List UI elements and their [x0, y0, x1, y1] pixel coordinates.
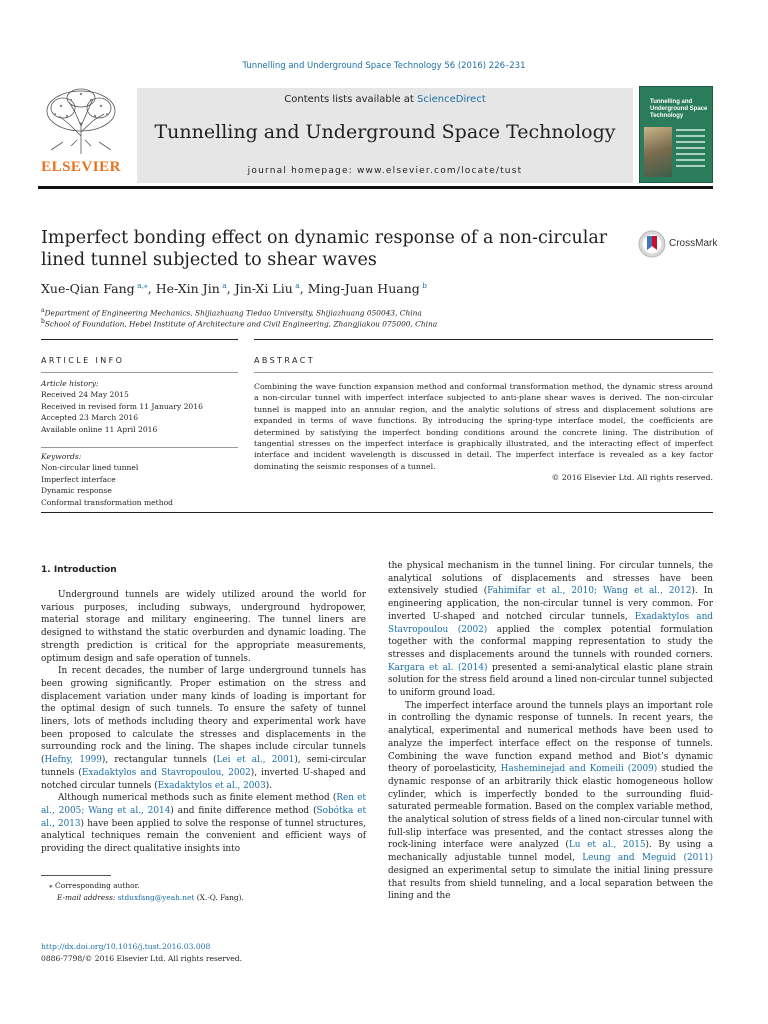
- citation-link[interactable]: Exadaktylos et al., 2003: [157, 780, 266, 791]
- contents-prefix: Contents lists available at: [284, 94, 418, 105]
- body-column-right: [388, 560, 713, 903]
- keywords: [41, 451, 241, 508]
- citation-link[interactable]: Ren et al., 2005; Wang et al., 2014: [41, 793, 366, 816]
- cover-title: Tunnelling and Underground Space Technology: [650, 99, 708, 119]
- article-title: Imperfect bonding effect on dynamic response of a non-circular lined tunnel subjected to shear waves: [41, 228, 608, 270]
- crossmark-badge[interactable]: [638, 230, 718, 260]
- issn-line: 0886-7798/© 2016 Elsevier Ltd. All rights reserved.: [41, 954, 243, 963]
- citation-link[interactable]: Lu et al., 2015: [568, 840, 646, 851]
- journal-header-band: [137, 88, 633, 183]
- author-4[interactable]: Ming-Juan Huang $^b$: [307, 281, 428, 297]
- abstract-body: [254, 381, 713, 484]
- contents-line: [137, 94, 633, 105]
- affiliation-a: $^a$Department of Engineering Mechanics, Shijiazhuang Tiedao University, Shijiazhuang 050043, China: [41, 307, 422, 318]
- abstract-caption: ABSTRACT: [254, 356, 316, 365]
- article-info-rule-top: [41, 339, 238, 340]
- history-revised: Received in revised form 11 January 2016: [41, 401, 203, 411]
- citation-link[interactable]: Exadaktylos and Stavropoulou, 2002: [81, 767, 251, 778]
- publisher-name: ELSEVIER: [41, 159, 121, 175]
- citation-link[interactable]: Leung and Meguid (2011): [582, 853, 713, 864]
- citation-link[interactable]: Sobótka et al., 2013: [41, 805, 367, 829]
- journal-cover-thumbnail[interactable]: [639, 86, 713, 183]
- cover-image: [644, 127, 672, 177]
- paragraph: In recent decades, the number of large underground tunnels has been growing significantly. Proper estimation on the stress and displacement variation under many kinds of loading is important for the optimal design of such tunnels. To ensure the safety of tunnel liners, lots of methods including theory and experimental work have been proposed to calculate the stresses and displacements in the surrounding rock and the lining. The shapes include circular tunnels (Hefny, 1999), rectangular tunnels (Lei et al., 2001), semi-circular tunnels (Exadaktylos and Stavropoulou, 2002), inverted U-shaped and notched circular tunnels (Exadaktylos et al., 2003).: [41, 666, 366, 791]
- body-column-left: [41, 589, 366, 856]
- keyword-item: Conformal transformation method: [41, 497, 174, 507]
- citation-link[interactable]: Fahimifar et al., 2010; Wang et al., 2012: [487, 586, 692, 597]
- footnote-email: E-mail address: stduxfang@yeah.net (X.-Q. Fang).: [57, 893, 244, 902]
- citation-link[interactable]: Hefny, 1999: [44, 755, 102, 766]
- article-history: [41, 378, 241, 435]
- paragraph: Underground tunnels are widely utilized around the world for various purposes, including subways, underground hydropower, material storage and military engineering. The tunnel liners are designed to withstand the static overburden and dynamic loading. The strength prediction is critical for the appropriate measurements, optimum design and safe operation of tunnels.: [41, 590, 366, 664]
- elsevier-tree-icon: [41, 86, 121, 156]
- sciencedirect-link[interactable]: ScienceDirect: [417, 94, 486, 105]
- keyword-item: Dynamic response: [41, 486, 112, 496]
- author-3[interactable]: Jin-Xi Liu $^a$: [234, 281, 300, 297]
- author-2[interactable]: He-Xin Jin $^a$: [155, 281, 227, 297]
- abstract-text: Combining the wave function expansion method and conformal transformation method, the dynamic stress around a non-circular tunnel with imperfect interface subjected to anti-plane shear waves is derived. The non-circular tunnel is mapped into an annular region, and the analytic solutions of stress and displacement solutions are expanded in terms of wave functions. By introducing the spring-type interface model, the coefficients are determined by satisfying the imperfect bonding conditions around the concrete lining. The distribution of tangential stresses on the imperfect interface is graphically illustrated, and the interacting effect of imperfect interface and incident wavelength is discussed in detail. The imperfect interface is revealed as a key factor dominating the seismic responses of a tunnel.: [254, 382, 713, 471]
- paragraph: the physical mechanism in the tunnel lining. For circular tunnels, the analytical solutions of displacements and stresses have been extensively studied (Fahimifar et al., 2010; Wang et al., 2012). In engineering application, the non-circular tunnel is very common. For inverted U-shaped and notched circular tunnels, Exadaktylos and Stavropoulou (2002) applied the complex potential formulation together with the conformal mapping representation to study the stresses and displacements around the tunnels with rounded corners. Kargara et al. (2014) presented a semi-analytical elastic plane strain solution for the stress field around a lined non-circular tunnel subjected to uniform ground load.: [388, 561, 713, 699]
- author-list: Xue-Qian Fang $^{a,⁎}$, He-Xin Jin $^a$, Jin-Xi Liu $^a$, Ming-Juan Huang $^b$: [41, 281, 428, 297]
- history-online: Available online 11 April 2016: [41, 424, 158, 434]
- header-divider: [38, 186, 713, 189]
- paragraph: Although numerical methods such as finite element method (Ren et al., 2005; Wang et al., 2014) and finite difference method (Sobótka et al., 2013) have been applied to solve the response of tunnel structures, analytical techniques remain the convenient and efficient ways of providing the direct qualitative insights into: [41, 793, 367, 855]
- keyword-item: Non-circular lined tunnel: [41, 463, 139, 473]
- cover-text-lines: [676, 129, 708, 171]
- history-header: Article history:: [41, 379, 99, 388]
- author-1[interactable]: Xue-Qian Fang $^{a,⁎}$: [41, 281, 148, 297]
- abstract-rule-bottom: [41, 512, 713, 513]
- email-link[interactable]: stduxfang@yeah.net: [117, 893, 195, 902]
- crossmark-label: CrossMark: [669, 238, 718, 249]
- citation-link[interactable]: Exadaktylos and Stavropoulou (2002): [388, 611, 713, 635]
- article-info-rule: [41, 372, 238, 373]
- paragraph: The imperfect interface around the tunnels plays an important role in controlling the dynamic response of tunnels. In recent years, the analytical, experimental and numerical methods have been used to analyze the imperfect interface effect on the response of tunnels. Combining the wave function expand method and Biot’s dynamic theory of poroelasticity, Hasheminejad and Komeili (2009) studied the dynamic response of an arbitrarily thick elastic homogeneous hollow cylinder, which is imperfectly bonded to the surrounding fluid-saturated permeable formation. Based on the complex variable method, the analytical solution of stress fields of a lined non-circular tunnel with full-slip interface was presented, and the contact stresses along the rock-lining interface were analyzed (Lu et al., 2015). By using a mechanically adjustable tunnel model, Leung and Meguid (2011) designed an experimental setup to simulate the initial lining pressure that results from shield tunneling, and a local separation between the lining and the: [388, 700, 714, 902]
- history-received: Received 24 May 2015: [41, 390, 129, 400]
- section-heading-introduction: 1. Introduction: [41, 565, 117, 575]
- elsevier-logo: [38, 86, 124, 182]
- history-accepted: Accepted 23 March 2016: [41, 413, 139, 423]
- keywords-header: Keywords:: [41, 452, 82, 461]
- article-info-caption: ARTICLE INFO: [41, 356, 125, 365]
- journal-title: Tunnelling and Underground Space Technology: [154, 121, 616, 143]
- abstract-rule: [254, 372, 713, 373]
- citation-link[interactable]: Lei et al., 2001: [216, 755, 295, 766]
- keyword-item: Imperfect interface: [41, 474, 116, 484]
- doi-link[interactable]: http://dx.doi.org/10.1016/j.tust.2016.03.008: [41, 942, 211, 951]
- journal-homepage[interactable]: journal homepage: www.elsevier.com/locate/tust: [247, 166, 523, 176]
- keywords-rule: [41, 447, 238, 448]
- citation-link[interactable]: Kargara et al. (2014): [388, 662, 488, 673]
- footnote-corresponding: ⁎ Corresponding author.: [49, 881, 140, 890]
- citation-link[interactable]: Hasheminejad and Komeili (2009): [500, 764, 658, 775]
- abstract-copyright: © 2016 Elsevier Ltd. All rights reserved.: [551, 473, 713, 483]
- journal-citation-link[interactable]: Tunnelling and Underground Space Technology 56 (2016) 226–231: [242, 61, 526, 71]
- abstract-rule-top: [254, 339, 713, 340]
- affiliation-b: $^b$School of Foundation, Hebei Institute of Architecture and Civil Engineering, Zhangjiakou 075000, China: [41, 318, 438, 329]
- footnote-rule: [41, 875, 111, 876]
- crossmark-icon: [638, 230, 666, 258]
